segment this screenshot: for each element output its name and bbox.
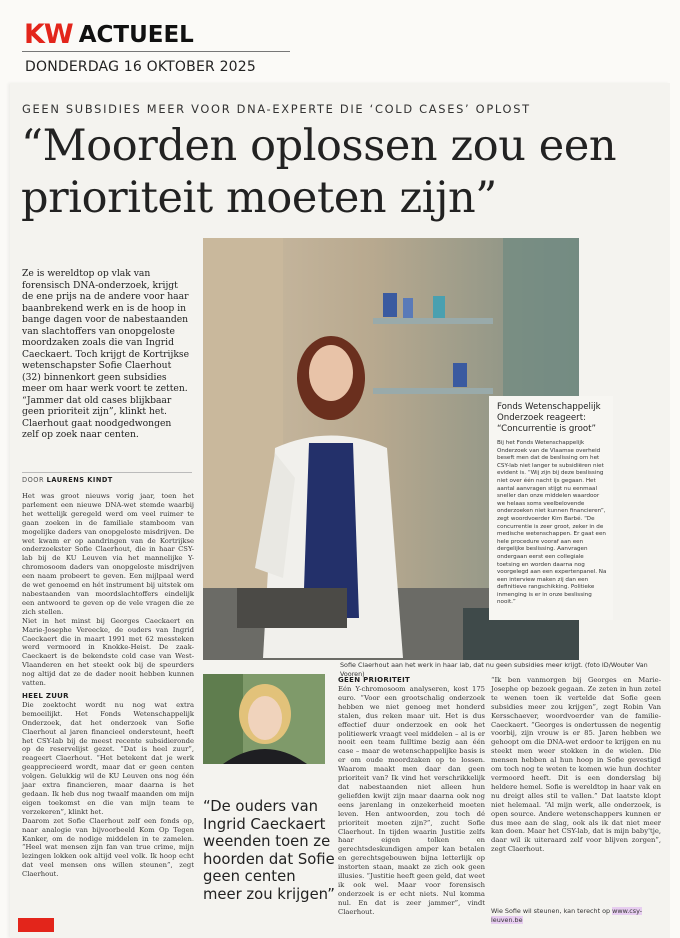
paragraph: Die zoektocht wordt nu nog wat extra bemoeilijkt. Het Fonds Wetenschappelijk Onderzoek, dat het onderzoek van Sofie Claerhout al jaren financieel ondersteunt, heeft het CSY-lab bij de meest recente subsidieronde op de reservelijst gezet. “Dat is heel zuur”, reageert Claerhout. “Het betekent dat je werk geapprecieerd wordt, maar dat er geen centen volgen. Gelukkig wil de KU Leuven ons nog één jaar extra financieren, maar daarna is het gedaan. Ik heb dus nog twaalf maanden om mijn eigen toekomst en die van mijn team te verzekeren”, klinkt het. bbox=[22, 700, 194, 816]
publication-date: DONDERDAG 16 OKTOBER 2025 bbox=[25, 59, 256, 75]
column-1 bbox=[22, 492, 194, 879]
sidebar-heading: Fonds Wetenschappelijk Onderzoek reageert: “Concurrentie is groot” bbox=[497, 402, 601, 434]
kw-logo-mark: KW bbox=[24, 19, 73, 50]
article-headline: “Moorden oplossen zou een prioriteit moeten zijn” bbox=[21, 121, 617, 223]
byline-divider bbox=[22, 472, 192, 473]
byline bbox=[22, 476, 113, 484]
support-text: Wie Sofie wil steunen, kan terecht op bbox=[491, 907, 611, 915]
paragraph: Eén Y-chromosoom analyseren, kost 175 euro. “Voor een grootschalig onderzoek hebben we niet genoeg met honderd stalen, dus reken maar uit. Het is dus effectief duur onderzoek en ook het politiewerk vraagt veel middelen – al is er nooit een team fulltime bezig aan één case – maar de wetenschappelijke basis is er om oude moordzaken op te lossen. Waarom maakt men daar dan geen prioriteit van? Ik vind het verschrikkelijk dat nabestaanden niet alleen hun geliefden kwijt zijn maar daarna ook nog eens jarenlang in onzekerheid moeten leven. Hen antwoorden, zou toch dé prioriteit moeten zijn?”, zucht Sofie Claerhout. In tijden waarin Justitie zelfs haar eigen tolken en gerechtsdeskundigen amper kan betalen en gerechtsgebouwen bijna letterlijk op instorten staan, maakt ze zich ook geen illusies. “Justitie heeft geen geld, dat weet ik ook wel. Maar voor forensisch onderzoek is er echt niets. Nul komma nul. En dat is zeer jammer”, vindt Claerhout. bbox=[338, 685, 485, 916]
header-divider bbox=[22, 51, 290, 52]
byline-author: LAURENS KINDT bbox=[46, 476, 113, 484]
sidebar-body: Bij het Fonds Wetenschappelijk Onderzoek van de Vlaamse overheid beseft men dat de beslissing om het CSY-lab niet langer te subsidiëren niet evident is. “Wij zijn bij deze beslissing niet over één nacht ijs gegaan. Het aantal aanvragen stijgt nu eenmaal sneller dan onze middelen waardoor we helaas soms veelbelovende onderzoeken niet kunnen financieren”, zegt woordvoerder Kim Barbé. “De concurrentie is zeer groot, zeker in de medische wetenschappen. Er gaat een hele procedure vooraf aan een dergelijke beslissing. Aanvragen ondergaan eerst een collegiale toetsing en worden daarna nog voorgelegd aan een expertenpanel. Na een interview maken zij dan een definitieve rangschikking. Politieke inmenging is er in onze beslissing nooit.” bbox=[497, 440, 607, 606]
photo-caption: Sofie Claerhout aan het werk in haar lab, dat nu geen subsidies meer krijgt. (foto ID/Wouter Van Vooren) bbox=[340, 661, 648, 678]
article-kicker: GEEN SUBSIDIES MEER VOOR DNA-EXPERTE DIE ‘COLD CASES’ OPLOST bbox=[22, 102, 531, 116]
kw-logo bbox=[24, 19, 194, 50]
paragraph: Het was groot nieuws vorig jaar, toen het parlement een nieuwe DNA-wet stemde waarbij het wettelijk geregeld werd om veel ruimer te gaan zoeken in de familiale stamboom van mogelijke daders van onopgeloste misdrijven. De wet kwam er op aandringen van de Kortrijkse onderzoekster Sofie Claerhout, die in haar CSY-lab bij de KU Leuven via het mannelijke Y-chromosoom daders van onopgeloste misdrijven een naam probeert te geven. Een mijlpaal werd de wet genoemd en hét instrument bij uitstek om nabestaanden van moordslachtoffers eindelijk een antwoord te geven op de vele vragen die ze zich stellen. bbox=[22, 492, 194, 616]
column-2 bbox=[338, 676, 485, 917]
subheading-geen-prioriteit: GEEN PRIORITEIT bbox=[338, 676, 411, 684]
paragraph: Niet in het minst bij Georges Caeckaert en Marie-Josephe Vereecke, de ouders van Ingrid Caeckaert die in maart 1991 met 62 messteken werd vermoord in Knokke-Heist. De zaak-Caeckaert is de bekendste cold case van West-Vlaanderen en het steekt ook bij de speurders nog altijd dat ze de dader nooit hebben kunnen vatten. bbox=[22, 616, 194, 688]
byline-prefix: DOOR bbox=[22, 476, 45, 484]
support-note bbox=[491, 907, 661, 925]
paragraph: Daarom zet Sofie Claerhout zelf een fonds op, naar analogie van bijvoorbeeld Kom Op Tegen Kanker, om de nodige middelen in te zamelen. “Heel wat mensen zijn fan van true crime, mijn lezingen lokken ook altijd veel volk. Ik hoop echt dat veel mensen ons willen steunen”, zegt Claerhout. bbox=[22, 816, 194, 879]
paragraph: “Ik ben vanmorgen bij Georges en Marie-Josephe op bezoek gegaan. Ze zeten in hun zetel te wenen toen ik vertelde dat Sofie geen subsidies meer zou krijgen”, zegt Robin Van Kersschaever, woordvoerder van de familie-Caeckaert. “Georges is ondertussen de negentig voorbij, zijn vrouw is er 85. Jaren hebben we gehoopt om die DNA-wet erdoor te krijgen en nu steekt men weer stokken in de wielen. Die mensen hebben al hun hoop in Sofie gevestigd om toch nog te weten te komen wie hun dochter vermoord heeft. Dit is een donderslag bij heldere hemel. Sofie is wereldtop in haar vak en nu dreigt alles stil te vallen.” Dat laatste klopt niet helemaal. “Al mijn werk, alle onderzoek, is open source. Andere wetenschappers kunnen er dus mee aan de slag, ook als ik dat niet meer kan doen. Maar het CSY-lab, dat is mijn baby'tje, daar wil ik uiteraard zelf voor blijven zorgen”, zegt Claerhout. bbox=[491, 676, 661, 854]
portrait-photo bbox=[203, 674, 325, 764]
portrait-image bbox=[203, 674, 325, 764]
section-title: ACTUEEL bbox=[78, 22, 194, 48]
sidebar-box bbox=[489, 396, 613, 620]
article-lead: Ze is wereldtop op vlak van forensisch DNA-onderzoek, krijgt de ene prijs na de andere voor haar baanbrekend werk en is de hoop in bange dagen voor de nabestaanden van slachtoffers van onopgeloste moordzaken zoals die van Ingrid Caeckaert. Toch krijgt de Kortrijkse wetenschapster Sofie Claerhout (32) binnenkort geen subsidies meer om haar werk voort te zetten. “Jammer dat old cases blijkbaar geen prioriteit zijn”, klinkt het. Claerhout gaat noodgedwongen zelf op zoek naar centen. bbox=[22, 268, 190, 440]
column-3 bbox=[491, 676, 661, 854]
support-link[interactable]: www.csy-leuven.be bbox=[491, 907, 643, 924]
page-marker bbox=[18, 918, 54, 932]
pull-quote: “De ouders van Ingrid Caeckaert weenden toen ze hoorden dat Sofie geen centen meer zou krijgen” bbox=[203, 798, 335, 903]
subheading-heel-zuur: HEEL ZUUR bbox=[22, 691, 69, 700]
